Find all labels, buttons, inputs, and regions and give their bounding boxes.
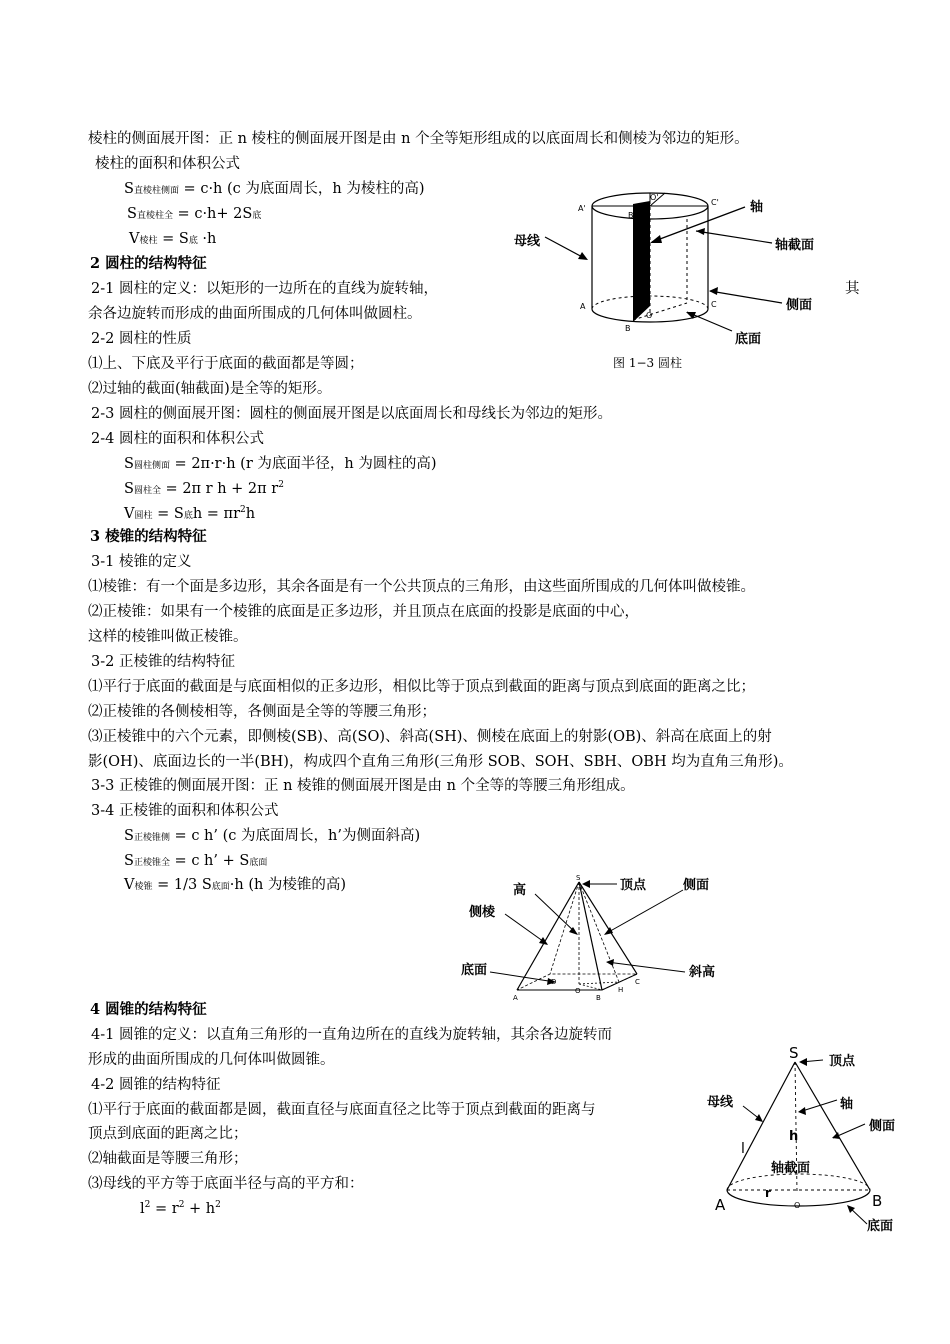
generatrix-label: 母线	[514, 234, 541, 249]
edge-sd	[550, 882, 579, 974]
point-o1-label: O'	[650, 193, 659, 202]
cone-point-s: S	[789, 1044, 799, 1062]
pyramid-oh-line	[579, 982, 619, 984]
pyramid-point-c: C	[635, 978, 640, 986]
cylinder-definition-a: 2-1 圆柱的定义：以矩形的一边所在的直线为旋转轴，	[91, 281, 438, 297]
cone-axial-section-label: 轴截面	[771, 1161, 811, 1176]
pyramid-base-label: 底面	[461, 963, 488, 978]
pyramid-point-o: O	[575, 987, 581, 995]
point-a-label: A	[580, 302, 586, 311]
point-b-label: B	[625, 324, 631, 333]
pyramid-unfold-text: 3-3 正棱锥的侧面展开图：正 n 棱锥的侧面展开图是由 n 个全等的等腰三角形组成。	[91, 778, 635, 794]
cone-structure-1b: 顶点到底面的距离之比；	[88, 1126, 248, 1142]
lateral-arrow	[710, 291, 782, 303]
cone-generatrix-label: 母线	[707, 1095, 734, 1110]
cone-structure-1a: ⑴平行于底面的截面都是圆，截面直径与底面直径之比等于顶点到截面的距离与	[88, 1102, 596, 1118]
cone-point-a: A	[715, 1196, 726, 1214]
pyramid-slant-line	[579, 882, 619, 982]
slant-callout	[607, 962, 685, 972]
cone-generatrix-arrowhead	[755, 1114, 763, 1122]
cone-structure-2: ⑵轴截面是等腰三角形；	[88, 1151, 248, 1167]
lateral-callout	[605, 890, 683, 934]
pyramid-edge-label: 侧棱	[469, 905, 496, 920]
generatrix-arrow	[545, 237, 586, 259]
cylinder-figure-caption: 图 1−3 圆柱	[613, 356, 682, 370]
point-a1-label: A'	[578, 204, 586, 213]
cone-label-h: h	[789, 1129, 799, 1144]
point-c1-label: C'	[711, 198, 719, 207]
pyramid-definition-2b: 这样的棱锥叫做正棱锥。	[88, 629, 248, 645]
cylinder-figure	[500, 185, 840, 360]
cone-point-o: O	[794, 1201, 801, 1210]
cone-base-label: 底面	[867, 1219, 894, 1234]
pyramid-formula-volume: V棱锥 = 1/3 S底面·h (h 为棱锥的高)	[124, 877, 347, 893]
edge-sc	[579, 882, 637, 974]
pyramid-definition-1: ⑴棱锥：有一个面是多边形，其余各面是有一个公共顶点的三角形，由这些面所围成的几何体叫做棱锥。	[88, 579, 755, 595]
apex-callout-arrowhead	[582, 880, 590, 888]
height-callout	[535, 894, 577, 934]
cone-axis-label: 轴	[840, 1097, 854, 1112]
cone-heading: 4 圆锥的结构特征	[90, 1001, 207, 1018]
pyramid-point-a: A	[513, 994, 518, 1002]
pyramid-point-h: H	[618, 986, 624, 994]
pyramid-structure-2: ⑵正棱锥的各侧棱相等，各侧面是全等的等腰三角形；	[88, 704, 436, 720]
pyramid-formula-total: S正棱锥全 = c h’ + S底面	[124, 853, 268, 869]
point-b1-label: B'	[628, 211, 636, 220]
cone-label-l: l	[741, 1141, 745, 1157]
prism-unfold-text: 棱柱的侧面展开图：正 n 棱柱的侧面展开图是由 n 个全等矩形组成的以底面周长和侧棱为邻边的矩形。	[88, 131, 749, 147]
pyramid-structure-3a: ⑶正棱锥中的六个元素，即侧棱(SB)、高(SO)、斜高(SH)、侧棱在底面上的射影(OB)、斜高在底面上的射	[88, 729, 772, 745]
pyramid-slant-label: 斜高	[689, 965, 716, 980]
pyramid-apex-label: 顶点	[620, 878, 647, 893]
cone-apex-arrowhead	[799, 1058, 807, 1066]
cone-apex-label: 顶点	[829, 1054, 856, 1069]
pyramid-formula-lateral: S正棱锥侧 = c h’ (c 为底面周长，h’为侧面斜高)	[124, 828, 421, 844]
cone-formula: $l^2 = r^2 + h^2$	[140, 1200, 221, 1217]
base-label: 底面	[735, 332, 762, 347]
cylinder-unfold-text: 2-3 圆柱的侧面展开图：圆柱的侧面展开图是以底面周长和母线长为邻边的矩形。	[91, 406, 612, 422]
prism-formula-title: 棱柱的面积和体积公式	[95, 156, 240, 172]
cylinder-formula-volume: V圆柱 = S底$h = \pi r^2h$	[124, 505, 256, 522]
pyramid-structure-3b: 影(OH)、底面边长的一半(BH)，构成四个直角三角形(三角形 SOB、SOH、SBH、OBH 均为直角三角形)。	[88, 754, 793, 770]
cone-structure-title: 4-2 圆锥的结构特征	[91, 1077, 221, 1093]
edge-callout	[505, 914, 547, 944]
pyramid-formula-title: 3-4 正棱锥的面积和体积公式	[91, 803, 279, 819]
cylinder-formula-total: S圆柱全 = 2π r h + 2π $r^2$	[124, 480, 284, 497]
point-o-label: O	[646, 311, 653, 320]
pyramid-definition-title: 3-1 棱锥的定义	[91, 554, 192, 570]
slant-callout-arrowhead	[606, 959, 614, 966]
cone-point-b: B	[872, 1192, 883, 1210]
cylinder-heading: 2 圆柱的结构特征	[90, 255, 207, 272]
axis-arrowhead	[650, 235, 662, 243]
cone-axis-arrowhead	[798, 1107, 806, 1115]
cone-definition-b: 形成的曲面所围成的几何体叫做圆锥。	[88, 1052, 335, 1068]
axial-section-arrowhead	[696, 228, 705, 235]
cone-lateral-label: 侧面	[869, 1119, 896, 1134]
cone-base-back	[727, 1174, 870, 1190]
cone-label-r: r	[765, 1186, 771, 1200]
lateral-label: 侧面	[786, 298, 813, 313]
pyramid-definition-2: ⑵正棱锥：如果有一个棱锥的底面是正多边形，并且顶点在底面的投影是底面的中心，	[88, 604, 639, 620]
cone-definition-a: 4-1 圆锥的定义：以直角三角形的一直角边所在的直线为旋转轴，其余各边旋转而	[91, 1027, 612, 1043]
cylinder-formula-title: 2-4 圆柱的面积和体积公式	[91, 431, 264, 447]
lateral-arrowhead	[709, 287, 718, 295]
cylinder-definition-c: 余各边旋转而形成的曲面所围成的几何体叫做圆柱。	[88, 306, 422, 322]
cylinder-property-1: ⑴上、下底及平行于底面的截面都是等圆；	[88, 356, 364, 372]
pyramid-point-b: B	[596, 994, 601, 1002]
cylinder-property-2: ⑵过轴的截面(轴截面)是全等的矩形。	[88, 381, 332, 397]
cylinder-formula-lateral: S圆柱侧面 = 2π·r·h (r 为底面半径，h 为圆柱的高)	[124, 456, 437, 472]
pyramid-height-label: 高	[513, 883, 527, 898]
prism-formula-volume: V棱柱 = S底 ·h	[129, 231, 217, 247]
cylinder-definition-b: 其	[845, 281, 860, 297]
axis-label: 轴	[750, 200, 764, 215]
cone-figure	[705, 1040, 915, 1240]
pyramid-ob-line	[579, 984, 602, 990]
cylinder-property-title: 2-2 圆柱的性质	[91, 331, 192, 347]
pyramid-figure	[455, 872, 745, 1007]
edge-sb	[579, 882, 602, 990]
pyramid-structure-title: 3-2 正棱锥的结构特征	[91, 654, 235, 670]
pyramid-heading: 3 棱锥的结构特征	[90, 528, 207, 545]
prism-formula-lateral: S直棱柱侧面 = c·h (c 为底面周长，h 为棱柱的高)	[124, 181, 425, 197]
prism-formula-total: S直棱柱全 = c·h+ 2S底	[127, 206, 262, 222]
axial-section-label: 轴截面	[775, 238, 815, 253]
pyramid-structure-1: ⑴平行于底面的截面是与底面相似的正多边形，相似比等于顶点到截面的距离与顶点到底面的距离之比；	[88, 679, 755, 695]
cone-structure-3: ⑶母线的平方等于底面半径与高的平方和：	[88, 1176, 364, 1192]
pyramid-lateral-label: 侧面	[683, 878, 710, 893]
point-c-label: C	[711, 300, 717, 309]
pyramid-point-s: S	[576, 874, 581, 882]
